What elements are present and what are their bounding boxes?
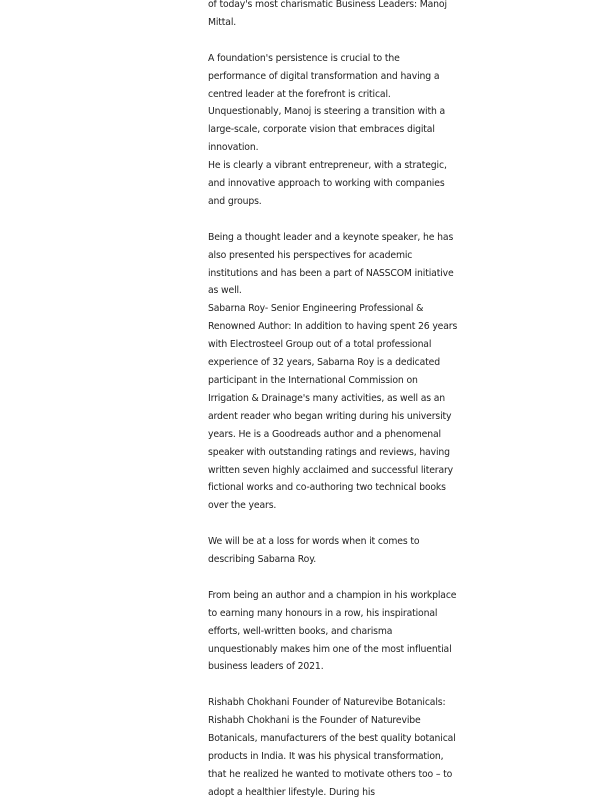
paragraph-sabarna-intro: Sabarna Roy- Senior Engineering Professional & Renowned Author: In addition to having spent 26 years with Electrosteel Group out of a total professional experience of 32 years, Sabarna Roy is a dedicated participant in the International Commission on Irrigation & Drainage's many activities, as well as an ardent reader who began writing during his university years. He is a Goodreads author and a phenomenal speaker with outstanding ratings and reviews, having written seven highly acclaimed and successful literary fictional works and co-authoring two technical books over the years. — [208, 303, 458, 512]
paragraph-rishabh-intro: Rishabh Chokhani Founder of Naturevibe Botanicals: Rishabh Chokhani is the Founder of Naturevibe Botanicals, manufacturers of the best quality botanical products in India. It was his physical transformation, that he realized he wanted to motivate others too – to adopt a healthier lifestyle. During his — [208, 697, 456, 798]
paragraph-manoj-entrepreneur: He is clearly a vibrant entrepreneur, with a strategic, and innovative approach to working with companies and groups. — [208, 160, 447, 207]
paragraph-manoj-intro-end: of today's most charismatic Business Leaders: Manoj Mittal. — [208, 0, 447, 28]
article-body — [208, 0, 460, 802]
paragraph-manoj-foundation: A foundation's persistence is crucial to the performance of digital transformation and having a centred leader at the forefront is critical. Unquestionably, Manoj is steering a transition with a large-scale, corporate vision that embraces digital innovation. — [208, 52, 446, 154]
paragraph-sabarna-influence: From being an author and a champion in his workplace to earning many honours in a row, his inspirational efforts, well-written books, and charisma unquestionably makes him one of the most influential business leaders of 2021. — [208, 589, 457, 673]
paragraph-manoj-speaker: Being a thought leader and a keynote speaker, he has also presented his perspectives for academic institutions and has been a part of NASSCOM initiative as well. — [208, 231, 454, 297]
paragraph-sabarna-words: We will be at a loss for words when it comes to describing Sabarna Roy. — [208, 536, 420, 566]
